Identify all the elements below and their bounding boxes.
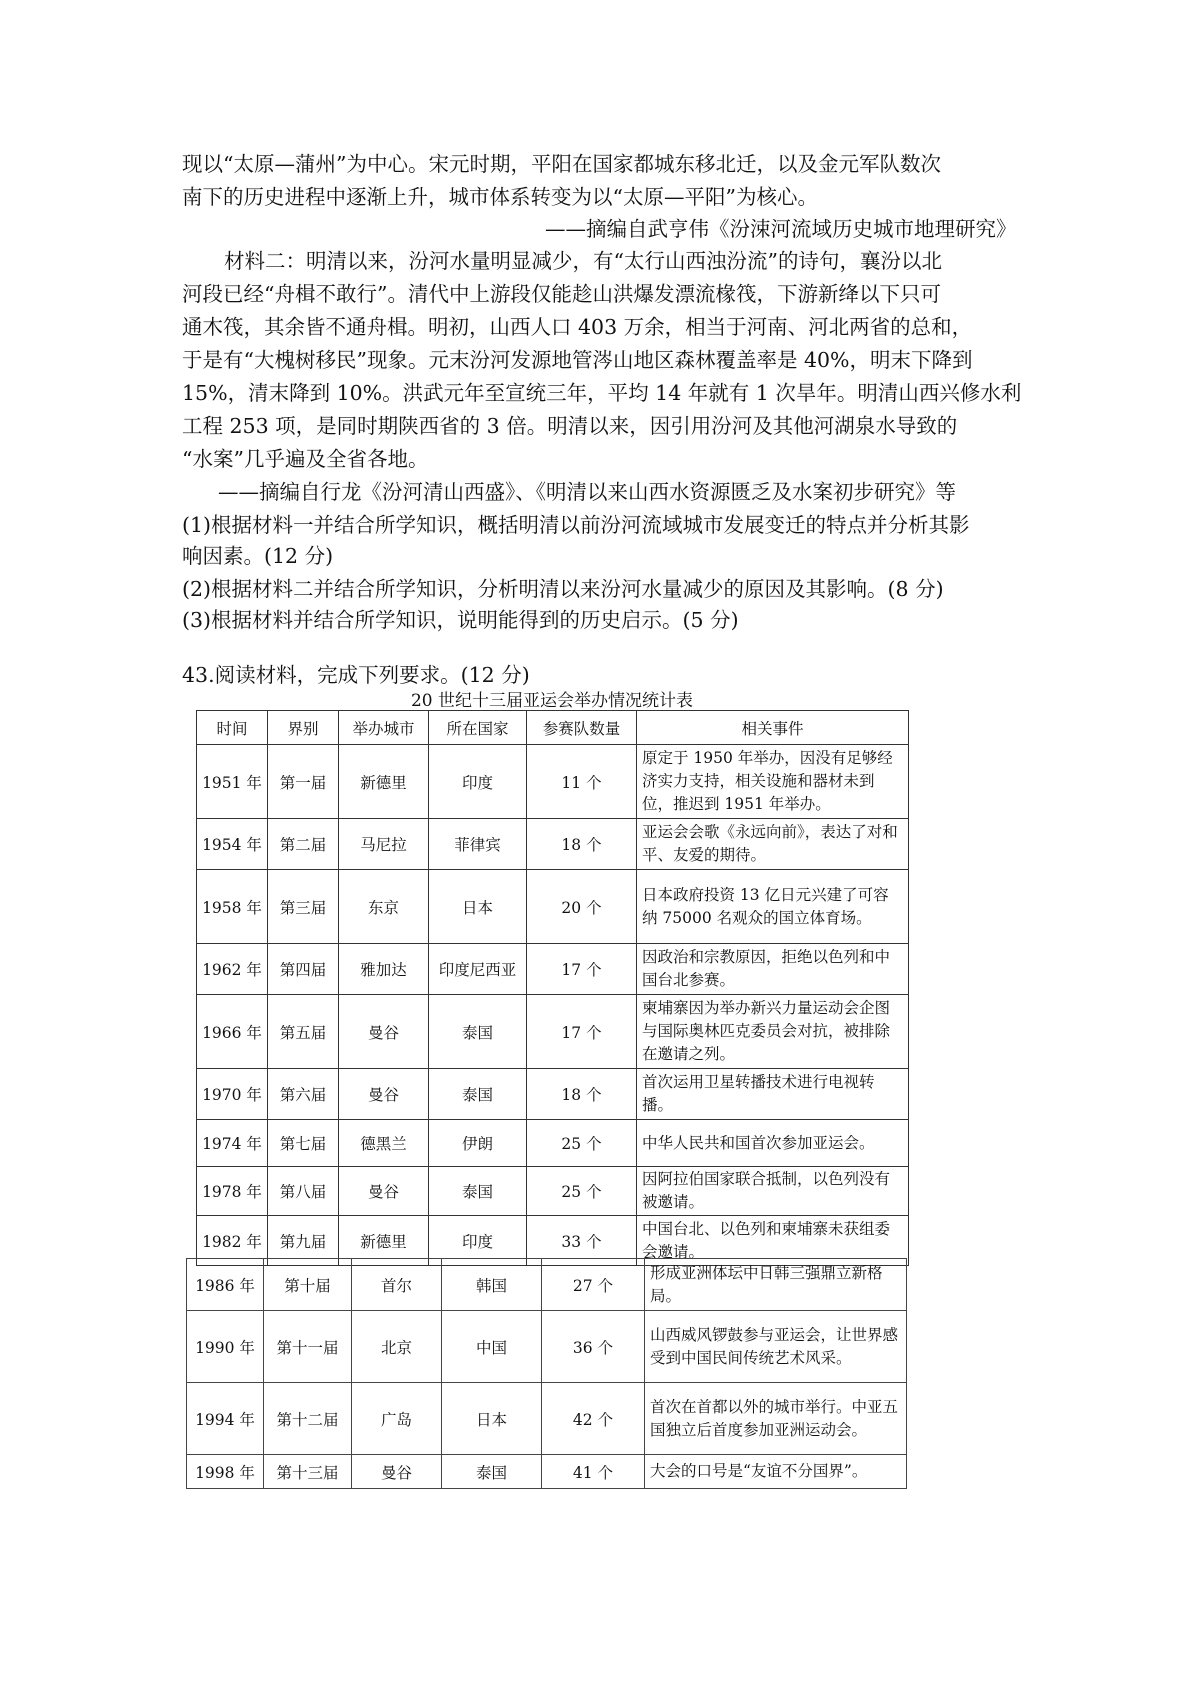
table-cell: 日本 [429,870,527,944]
table-row [197,1069,909,1120]
table-cell: 1998 年 [187,1455,264,1489]
text-line: 南下的历史进程中逐渐上升，城市体系转变为以“太原—平阳”为核心。 [182,185,818,209]
table-cell: 菲律宾 [429,819,527,870]
material1-source: ——摘编自武亨伟《汾涑河流域历史城市地理研究》 [545,217,1017,241]
text-line: “水案”几乎遍及全省各地。 [182,447,429,471]
table-cell: 广岛 [352,1383,442,1455]
table-cell: 曼谷 [352,1455,442,1489]
table-cell: 首次在首都以外的城市举行。中亚五国独立后首度参加亚洲运动会。 [645,1383,907,1455]
header-cell: 时间 [197,711,268,745]
table-cell: 首次运用卫星转播技术进行电视转播。 [637,1069,909,1120]
table-cell: 北京 [352,1311,442,1383]
table-cell: 20 个 [527,870,637,944]
table-cell: 形成亚洲体坛中日韩三强鼎立新格局。 [645,1259,907,1311]
table-header-row [197,711,909,745]
table-cell: 42 个 [542,1383,645,1455]
table-cell: 印度 [429,745,527,819]
table-row [197,944,909,995]
material2 [182,245,1028,476]
table-cell: 1982 年 [197,1216,268,1266]
table-cell: 印度尼西亚 [429,944,527,995]
asian-games-table [196,710,909,1266]
table-cell: 41 个 [542,1455,645,1489]
table-cell: 东京 [339,870,429,944]
text-line: 于是有“大槐树移民”现象。元末汾河发源地管涔山地区森林覆盖率是 40%，明末下降到 [182,348,973,372]
table-cell: 第十一届 [264,1311,352,1383]
table-cell: 山西威风锣鼓参与亚运会，让世界感受到中国民间传统艺术风采。 [645,1311,907,1383]
table-cell: 25 个 [527,1120,637,1167]
table-cell: 1994 年 [187,1383,264,1455]
table-cell: 第八届 [268,1167,339,1216]
table-cell: 1954 年 [197,819,268,870]
text-line: (1)根据材料一并结合所学知识，概括明清以前汾河流域城市发展变迁的特点并分析其影 [182,513,970,537]
question-2: (2)根据材料二并结合所学知识，分析明清以来汾河水量减少的原因及其影响。(8 分) [182,577,944,601]
table-cell: 新德里 [339,1216,429,1266]
table-cell: 马尼拉 [339,819,429,870]
table-cell: 泰国 [442,1455,542,1489]
table-cell: 17 个 [527,944,637,995]
table-cell: 11 个 [527,745,637,819]
table-cell: 第十届 [264,1259,352,1311]
table-cell: 第二届 [268,819,339,870]
table-cell: 伊朗 [429,1120,527,1167]
table-cell: 中华人民共和国首次参加亚运会。 [637,1120,909,1167]
table-cell: 因政治和宗教原因，拒绝以色列和中国台北参赛。 [637,944,909,995]
table-cell: 18 个 [527,1069,637,1120]
table-cell: 大会的口号是“友谊不分国界”。 [645,1455,907,1489]
table-cell: 韩国 [442,1259,542,1311]
table-cell: 18 个 [527,819,637,870]
table-cell: 1970 年 [197,1069,268,1120]
table-cell: 泰国 [429,1167,527,1216]
text-line: 材料二：明清以来，汾河水量明显减少，有“太行山西浊汾流”的诗句，襄汾以北 [224,249,942,273]
table-cell: 首尔 [352,1259,442,1311]
table-row [187,1311,907,1383]
table-cell: 第四届 [268,944,339,995]
table-cell: 1986 年 [187,1259,264,1311]
table-cell: 36 个 [542,1311,645,1383]
material2-source: ——摘编自行龙《汾河清山西盛》、《明清以来山西水资源匮乏及水案初步研究》等 [218,480,956,504]
table-cell: 第六届 [268,1069,339,1120]
header-cell: 相关事件 [637,711,909,745]
question-43-title: 43.阅读材料，完成下列要求。(12 分) [182,663,530,687]
table-row [197,819,909,870]
table-cell: 柬埔寨因为举办新兴力量运动会企图与国际奥林匹克委员会对抗，被排除在邀请之列。 [637,995,909,1069]
table-cell: 1974 年 [197,1120,268,1167]
table-cell: 因阿拉伯国家联合抵制，以色列没有被邀请。 [637,1167,909,1216]
table-cell: 曼谷 [339,995,429,1069]
table-caption: 20 世纪十三届亚运会举办情况统计表 [410,691,694,711]
table-cell: 1966 年 [197,995,268,1069]
table-cell: 印度 [429,1216,527,1266]
header-cell: 举办城市 [339,711,429,745]
table-cell: 雅加达 [339,944,429,995]
table-cell: 原定于 1950 年举办，因没有足够经济实力支持，相关设施和器材未到位，推迟到 1951 年举办。 [637,745,909,819]
table-cell: 德黑兰 [339,1120,429,1167]
table-cell: 33 个 [527,1216,637,1266]
table-cell: 中国台北、以色列和柬埔寨未获组委会邀请。 [637,1216,909,1266]
table-cell: 25 个 [527,1167,637,1216]
table-cell: 第三届 [268,870,339,944]
header-cell: 参赛队数量 [527,711,637,745]
text-line: 现以“太原—蒲州”为中心。宋元时期，平阳在国家都城东移北迁，以及金元军队数次 [182,152,941,176]
table-cell: 1951 年 [197,745,268,819]
table-cell: 第五届 [268,995,339,1069]
table-cell: 1958 年 [197,870,268,944]
table-cell: 第七届 [268,1120,339,1167]
table-cell: 第一届 [268,745,339,819]
table-cell: 新德里 [339,745,429,819]
question-1 [182,510,970,572]
table-cell: 曼谷 [339,1167,429,1216]
table-row [187,1259,907,1311]
table-cell: 17 个 [527,995,637,1069]
table-cell: 日本 [442,1383,542,1455]
table-cell: 泰国 [429,995,527,1069]
table-row [197,745,909,819]
table-cell: 第十三届 [264,1455,352,1489]
table-cell: 曼谷 [339,1069,429,1120]
table-cell: 第九届 [268,1216,339,1266]
header-cell: 界别 [268,711,339,745]
table-cell: 泰国 [429,1069,527,1120]
table-cell: 27 个 [542,1259,645,1311]
text-line: 通木筏，其余皆不通舟楫。明初，山西人口 403 万余，相当于河南、河北两省的总和， [182,315,973,339]
table-cell: 中国 [442,1311,542,1383]
table-row [197,1120,909,1167]
question-3: (3)根据材料并结合所学知识，说明能得到的历史启示。(5 分) [182,608,739,632]
material1-tail [182,148,1028,214]
text-line: 响因素。(12 分) [182,544,334,568]
table-row [197,1167,909,1216]
table-cell: 1962 年 [197,944,268,995]
table-row [197,995,909,1069]
text-line: 河段已经“舟楫不敢行”。清代中上游段仅能趁山洪爆发漂流椽筏，下游新绛以下只可 [182,282,941,306]
text-line: 工程 253 项，是同时期陕西省的 3 倍。明清以来，因引用汾河及其他河湖泉水导致的 [182,414,958,438]
asian-games-table-continued [186,1258,907,1489]
text-line: 15%，清末降到 10%。洪武元年至宣统三年，平均 14 年就有 1 次旱年。明清山西兴修水利 [182,381,1022,405]
table-cell: 第十二届 [264,1383,352,1455]
table-row [187,1383,907,1455]
table-cell: 亚运会会歌《永远向前》，表达了对和平、友爱的期待。 [637,819,909,870]
header-cell: 所在国家 [429,711,527,745]
table-row [187,1455,907,1489]
table-cell: 日本政府投资 13 亿日元兴建了可容纳 75000 名观众的国立体育场。 [637,870,909,944]
table-row [197,870,909,944]
table-cell: 1990 年 [187,1311,264,1383]
table-cell: 1978 年 [197,1167,268,1216]
